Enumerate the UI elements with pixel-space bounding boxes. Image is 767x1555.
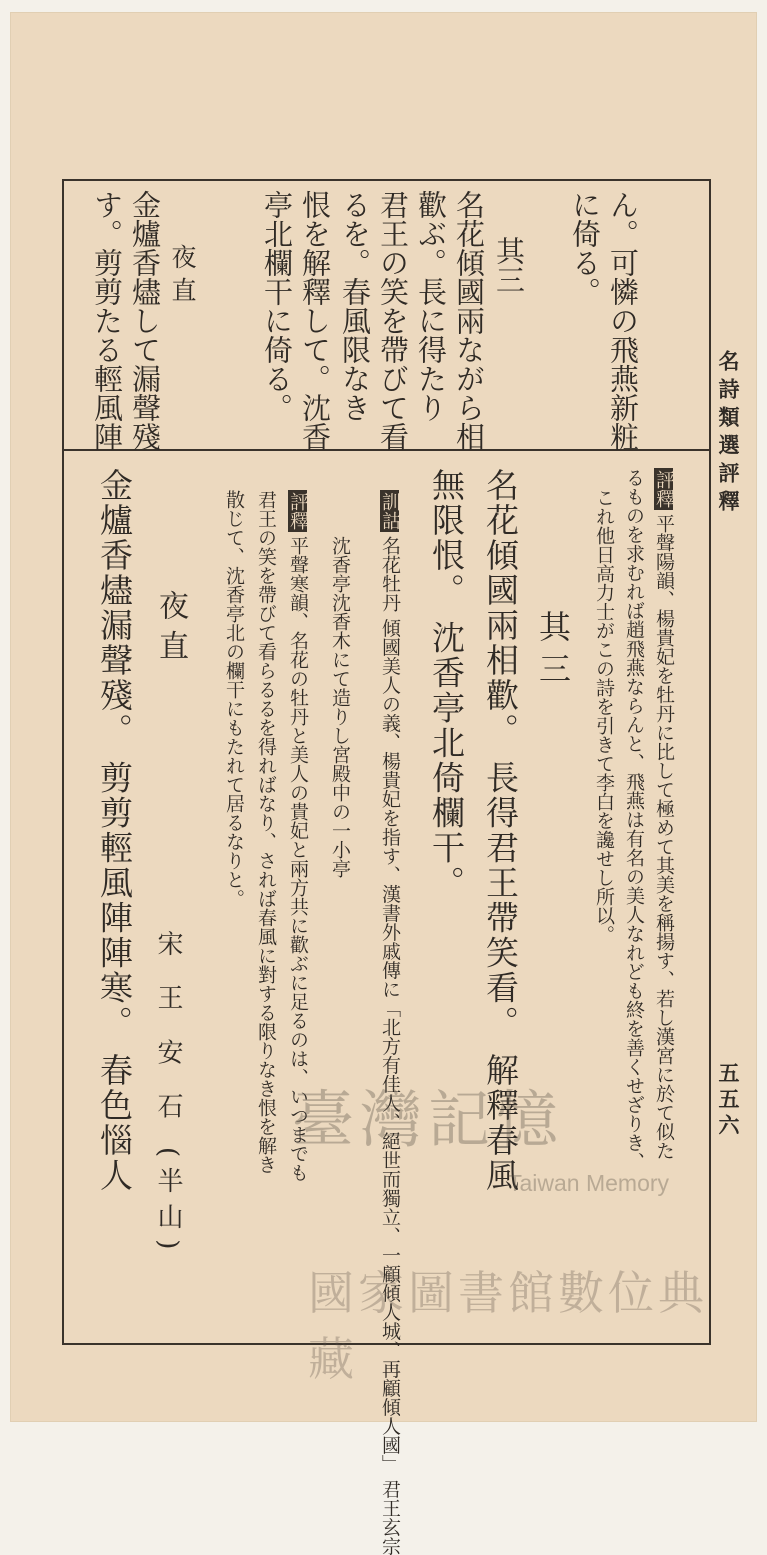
reading-line: 名花傾國兩ながら相 <box>452 190 486 451</box>
commentary-line: これ他日高力士がこの詩を引きて李白を讒せし所以。 <box>593 488 615 944</box>
reading-line: 金爐香燼して漏聲殘 <box>128 190 162 451</box>
watermark-english: Taiwan Memory <box>508 1170 670 1196</box>
reading-line: 其三 <box>492 236 526 294</box>
next-poem-title: 夜直 <box>153 590 188 670</box>
gloss-line: 名花牡丹 傾國美人の義、楊貴妃を指す、漢書外戚傳に「北方有佳人、絕世而獨立、一顧傾人城、再顧傾人國」 君王玄宗 <box>379 536 401 1555</box>
reading-line: るを。春風限なき <box>338 190 372 422</box>
label-tag: 評釋 <box>653 470 675 508</box>
reading-line: 恨を解釋して。沈香 <box>298 190 332 451</box>
reading-line: 君王の笑を帶びて看 <box>376 190 410 451</box>
explain-line: 散じて、沈香亭北の欄干にもたれて居るなりと。 <box>223 490 245 908</box>
reading-line: に倚る。 <box>568 190 602 306</box>
commentary-line: 平聲陽韻、楊貴妃を牡丹に比して極めて其美を稱揚す、若し漢宮に於て似た <box>653 514 675 1160</box>
poem-title: 其三 <box>534 610 572 694</box>
poem-line: 名花傾國兩相歡。 長得君王帶笑看。 解釋春風 <box>481 468 520 1193</box>
reading-line: ん。可憐の飛燕新粧 <box>606 190 640 451</box>
reading-line: 亭北欄干に倚る。 <box>260 190 294 422</box>
next-poem-author: 宋 王 安 石 (半山) <box>153 930 183 1260</box>
book-page <box>10 12 757 1555</box>
next-poem-line: 金爐香燼漏聲殘。 剪剪輕風陣陣寒。 春色惱人 <box>95 468 134 1193</box>
explain-line: 平聲寒韻、名花の牡丹と美人の貴妃と兩方共に歡ぶに足るのは、いつまでも <box>287 536 309 1182</box>
explain-label <box>288 490 307 536</box>
page-number: 五五六 <box>716 1062 741 1140</box>
watermark-library: 國家圖書館數位典藏 <box>308 1266 708 1386</box>
poem-line: 無限恨。 沈香亭北倚欄干。 <box>427 468 466 901</box>
explain-line: 君王の笑を帶びて看らるるを得ればなり、されば春風に對する限りなき恨を解き <box>255 490 277 1174</box>
gloss-label <box>380 490 399 536</box>
watermark-stamp: 臺灣記憶 <box>292 1083 565 1156</box>
reading-line: 歡ぶ。長に得たり <box>414 190 448 422</box>
reading-line: 夜直 <box>168 244 197 310</box>
book-title: 名詩類選評釋 <box>716 350 741 518</box>
label-tag: 評釋 <box>287 492 309 530</box>
reading-line: す。剪剪たる輕風陣 <box>90 190 124 451</box>
commentary-line: るものを求むれば趙飛燕ならんと、飛燕は有名の美人なれども終を善くせざりき、 <box>623 468 645 1171</box>
commentary-label <box>654 468 673 514</box>
label-tag: 訓詁 <box>379 492 401 530</box>
gloss-line: 沈香亭沈香木にて造りし宮殿中の一小亭 <box>329 536 351 878</box>
